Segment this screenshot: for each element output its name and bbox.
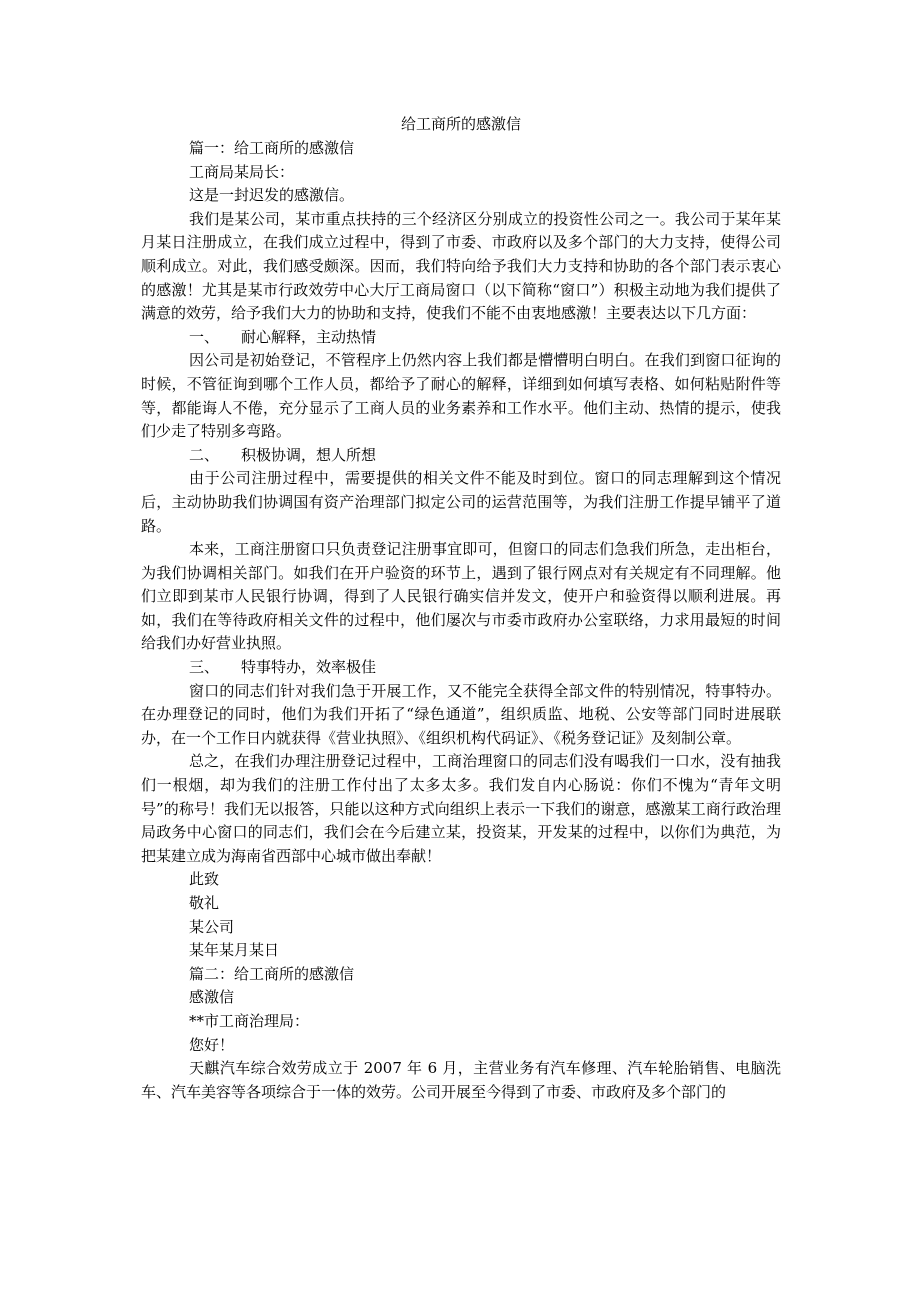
- paragraph: 本来，工商注册窗口只负责登记注册事宜即可，但窗口的同志们急我们所急，走出柜台，为我们协调相关部门。如我们在开户验资的环节上，遇到了银行网点对有关规定有不同理解。他们立即到某市人民银行协调，得到了人民银行确实信并发文，使开户和验资得以顺利进展。再如，我们在等待政府相关文件的过程中，他们屡次与市委市政府办公室联络，力求用最短的时间给我们办好营业执照。: [141, 540, 781, 653]
- paragraph: 天麒汽车综合效劳成立于 2007 年 6 月，主营业务有汽车修理、汽车轮胎销售、电脑洗车、汽车美容等各项综合于一体的效劳。公司开展至今得到了市委、市政府及多个部门的: [141, 1059, 781, 1101]
- letter-title: 感激信: [189, 988, 235, 1007]
- salutation: 工商局某局长：: [189, 162, 295, 181]
- subheading-text: 耐心解释，主动热情: [241, 327, 377, 346]
- paragraph: 我们是某公司，某市重点扶持的三个经济区分别成立的投资性公司之一。我公司于某年某月某日注册成立，在我们成立过程中，得到了市委、市政府以及多个部门的大力支持，使得公司顺利成立。对此，我们感受颇深。因而，我们特向给予我们大力支持和协助的各个部门表示衷心的感激！尤其是某市行政效劳中心大厅工商局窗口（以下简称“窗口”）积极主动地为我们提供了满意的效劳，给予我们大力的协助和支持，使我们不能不由衷地感激！主要表达以下几方面：: [141, 209, 781, 323]
- paragraph: 总之，在我们办理注册登记过程中，工商治理窗口的同志们没有喝我们一口水，没有抽我们一根烟，却为我们的注册工作付出了太多太多。我们发自内心肠说：你们不愧为“青年文明号”的称号！我们无以报答，只能以这种方式向组织上表示一下我们的谢意，感激某工商行政治理局政务中心窗口的同志们，我们会在今后建立某，投资某，开发某的过程中，以你们为典范，为把某建立成为海南省西部中心城市做出奉献！: [141, 752, 781, 865]
- signature-date: 某年某月某日: [189, 941, 280, 960]
- salutation: **市工商治理局：: [189, 1011, 310, 1030]
- subheading-1: [141, 326, 781, 350]
- subheading-number: 三、: [189, 658, 220, 677]
- document-page: [141, 112, 781, 1104]
- paragraph: 窗口的同志们针对我们急于开展工作，又不能完全获得全部文件的特别情况，特事特办。在办理登记的同时，他们为我们开拓了“绿色通道”，组织质监、地税、公安等部门同时进展联办，在一个工作日内就获得《营业执照》、《组织机构代码证》、《税务登记证》及刻制公章。: [141, 681, 781, 747]
- subheading-3: [141, 656, 781, 680]
- closing-line: 此致: [189, 870, 220, 889]
- opening-line: 这是一封迟发的感激信。: [189, 186, 355, 205]
- document-title: 给工商所的感激信: [400, 115, 521, 133]
- subheading-number: 一、: [189, 327, 220, 346]
- section-heading-1: 篇一：给工商所的感激信: [189, 139, 355, 157]
- greeting: 您好！: [189, 1035, 235, 1054]
- subheading-text: 积极协调，想人所想: [241, 445, 377, 464]
- section-heading-2: 篇二：给工商所的感激信: [189, 964, 355, 983]
- paragraph: 由于公司注册过程中，需要提供的相关文件不能及时到位。窗口的同志理解到这个情况后，主动协助我们协调国有资产治理部门拟定公司的运营范围等，为我们注册工作提早铺平了道路。: [141, 469, 781, 535]
- subheading-number: 二、: [189, 445, 220, 464]
- subheading-2: [141, 444, 781, 468]
- subheading-text: 特事特办，效率极佳: [241, 658, 377, 677]
- signature-company: 某公司: [189, 917, 235, 936]
- paragraph: 因公司是初始登记，不管程序上仍然内容上我们都是懵懵明白明白。在我们到窗口征询的时候，不管征询到哪个工作人员，都给予了耐心的解释，详细到如何填写表格、如何粘贴附件等等，都能诲人不倦，充分显示了工商人员的业务素养和工作水平。他们主动、热情的提示，使我们少走了特别多弯路。: [141, 351, 781, 441]
- closing-line: 敬礼: [189, 894, 220, 912]
